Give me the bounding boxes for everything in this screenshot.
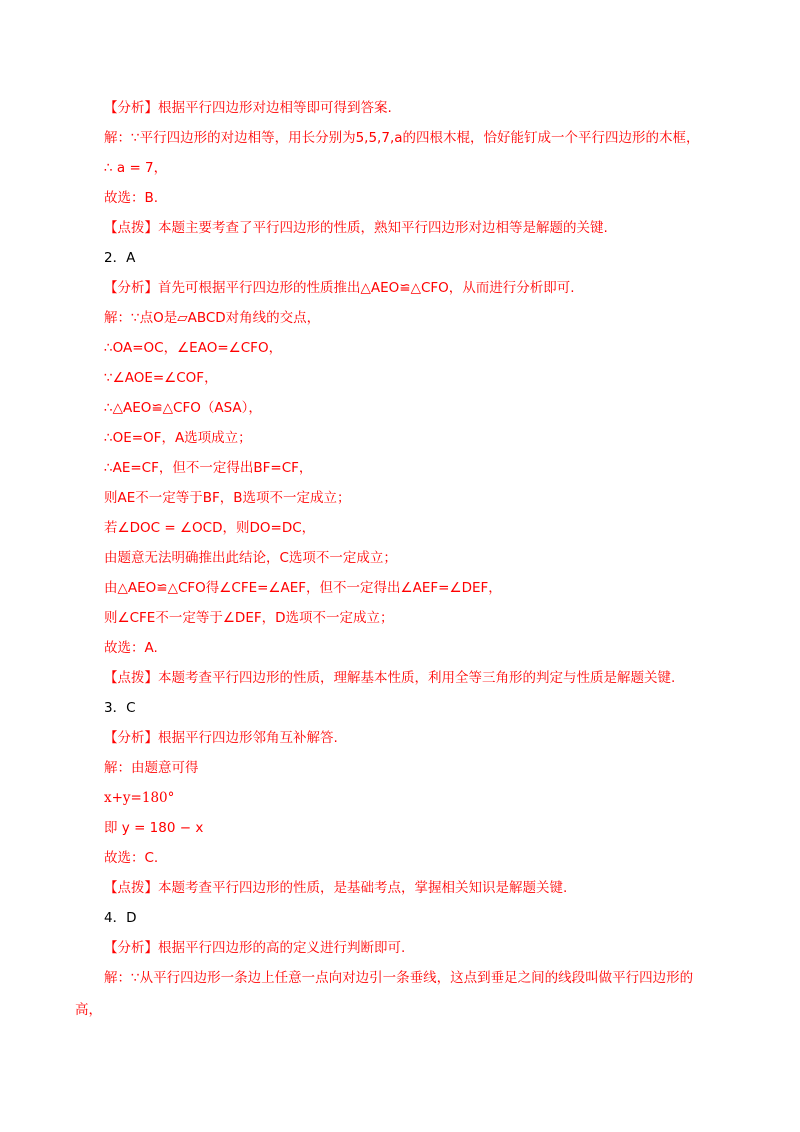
step-2-2: ∵∠AOE=∠COF， <box>104 370 218 386</box>
tip-2: 【点拨】本题考查平行四边形的性质，理解基本性质，利用全等三角形的判定与性质是解题关键. <box>104 670 676 686</box>
step-2-6: 则AE不一定等于BF，B选项不一定成立； <box>104 490 351 506</box>
step-2-8: 由题意无法明确推出此结论，C选项不一定成立； <box>104 550 397 566</box>
question-4-answer: 4．D <box>104 910 137 926</box>
step-2-7: 若∠DOC = ∠OCD，则DO=DC， <box>104 520 316 536</box>
analysis-4: 【分析】根据平行四边形的高的定义进行判断即可. <box>104 940 406 956</box>
step-2-10: 则∠CFE不一定等于∠DEF，D选项不一定成立； <box>104 610 394 626</box>
solution-3: 解：由题意可得 <box>104 760 199 776</box>
analysis-2: 【分析】首先可根据平行四边形的性质推出△AEO≌△CFO，从而进行分析即可. <box>104 280 575 296</box>
tip-3: 【点拨】本题考查平行四边形的性质，是基础考点，掌握相关知识是解题关键. <box>104 880 568 896</box>
answer-3: 故选：C. <box>104 850 159 866</box>
equation-3-1: x+y=180° <box>104 790 175 806</box>
tip-1: 【点拨】本题主要考查了平行四边形的性质，熟知平行四边形对边相等是解题的关键. <box>104 220 608 236</box>
step-2-1: ∴OA=OC，∠EAO=∠CFO， <box>104 340 283 356</box>
solution-1: 解：∵平行四边形的对边相等，用长分别为5,5,7,a的四根木棍，恰好能钉成一个平行四边形的木框， <box>104 130 700 146</box>
step-2-9: 由△AEO≌△CFO得∠CFE=∠AEF，但不一定得出∠AEF=∠DEF， <box>104 580 502 596</box>
answer-2: 故选：A. <box>104 640 158 656</box>
analysis-1: 【分析】根据平行四边形对边相等即可得到答案. <box>104 100 392 116</box>
question-2-answer: 2．A <box>104 250 136 266</box>
solution-4-cont: 高， <box>75 1002 102 1018</box>
step-2-5: ∴AE=CF，但不一定得出BF=CF， <box>104 460 313 476</box>
question-3-answer: 3．C <box>104 700 136 716</box>
step-2-4: ∴OE=OF，A选项成立； <box>104 430 252 446</box>
step-2-3: ∴△AEO≌△CFO（ASA）， <box>104 400 262 416</box>
solution-2: 解：∵点O是▱ABCD对角线的交点， <box>104 310 321 326</box>
solution-4: 解：∵从平行四边形一条边上任意一点向对边引一条垂线，这点到垂足之间的线段叫做平行四边形的 <box>104 970 694 986</box>
equation-3-2: 即 y = 180 − x <box>104 820 204 836</box>
analysis-3: 【分析】根据平行四边形邻角互补解答. <box>104 730 338 746</box>
answer-1: 故选：B. <box>104 190 159 206</box>
conclusion-1: ∴ a = 7， <box>104 160 168 176</box>
